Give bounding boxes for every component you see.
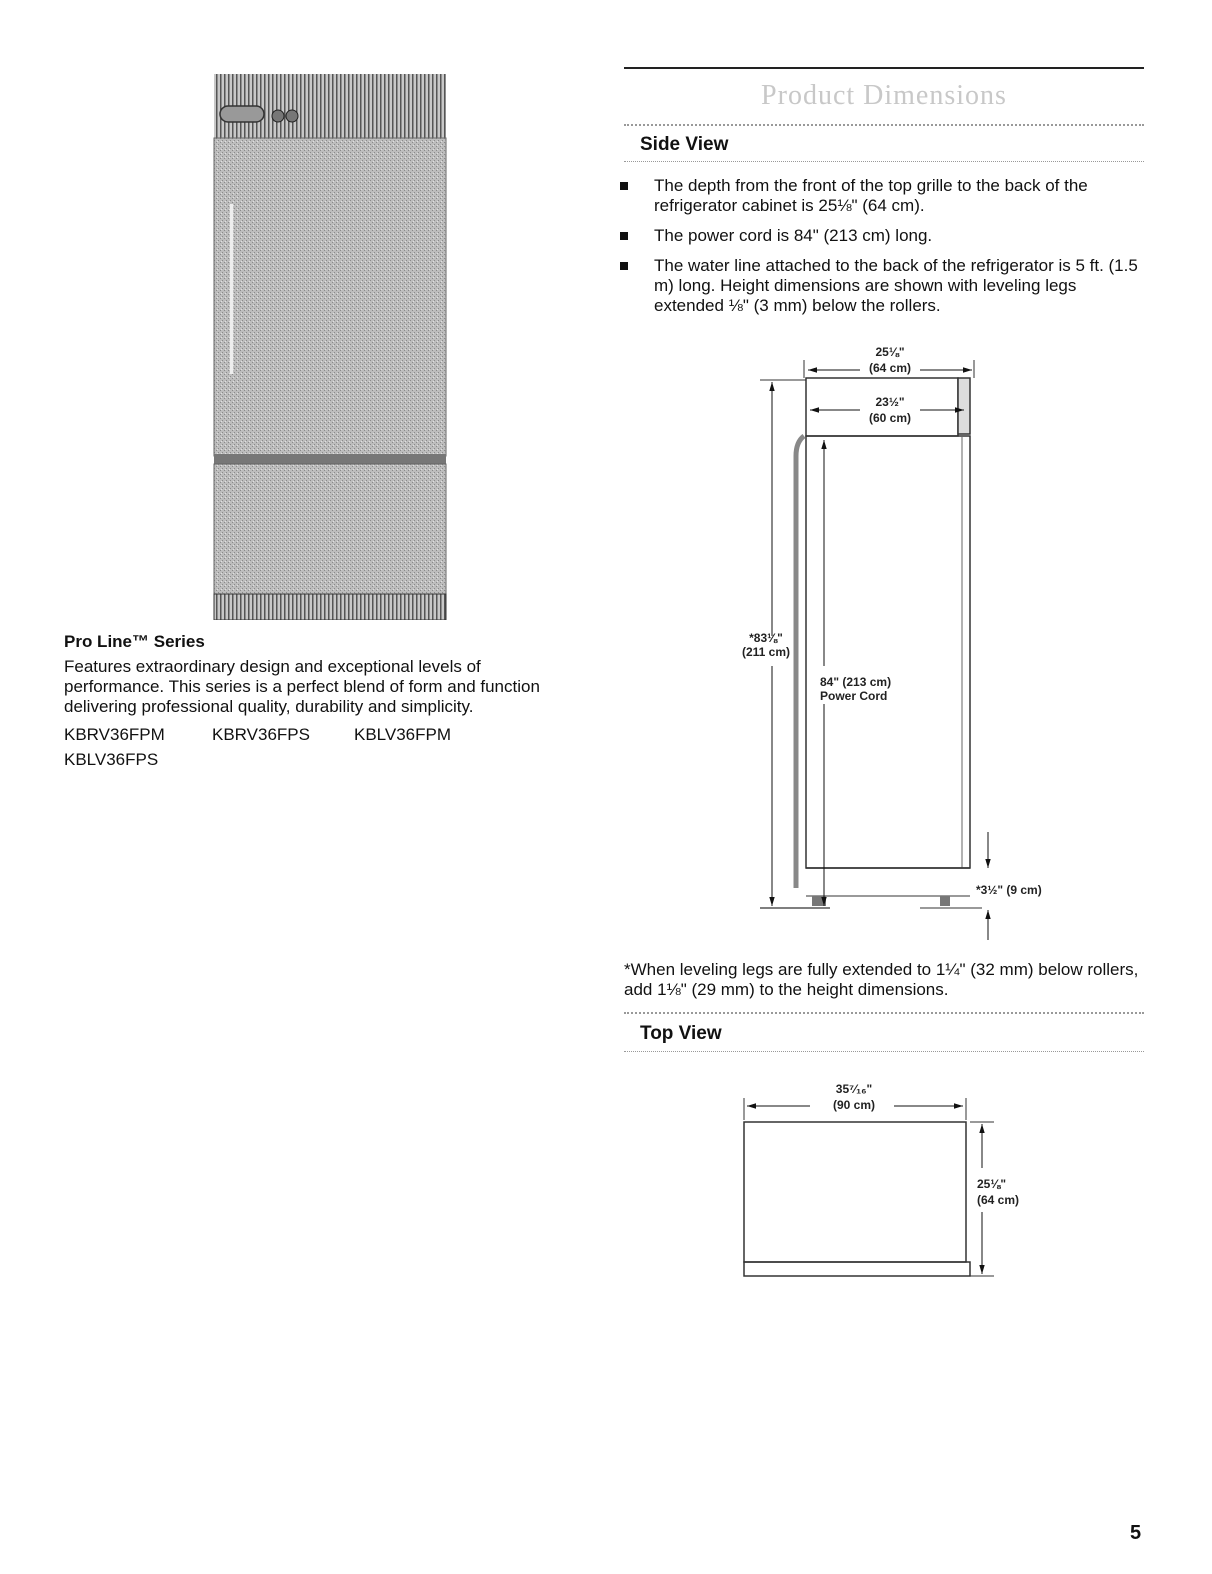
side-view-bullets [620,176,1144,326]
bullet-icon [620,182,628,190]
footnote: *When leveling legs are fully extended to 1¼" (32 mm) below rollers, add 1⅛" (29 mm) to the height dimensions. [624,960,1139,999]
section-title: Product Dimensions [761,80,1007,111]
height-cm-label: (211 cm) [741,645,791,659]
divider [624,161,1144,162]
model-number: KBRV36FPS [212,725,310,744]
model-list [64,725,451,745]
model-number: KBRV36FPM [64,725,165,744]
power-cord-label: Power Cord [820,689,888,703]
series-description: Features extraordinary design and exceptional levels of performance. This series is a perfect blend of form and function delivering professional quality, durability and simplicity. [64,657,540,716]
divider [624,124,1144,126]
divider [624,1051,1144,1052]
depth-total-label: 25⅛" [875,345,905,359]
side-view-heading: Side View [640,134,729,155]
height-label: *83⅛" [749,631,783,645]
model-number: KBLV36FPS [64,750,159,769]
depth-cabinet-label: 23½" [875,395,905,409]
toe-height-label: *3½" (9 cm) [976,883,1042,897]
model-number: KBLV36FPM [354,725,452,744]
divider [624,1012,1144,1014]
list-item: The water line attached to the back of the refrigerator is 5 ft. (1.5 m) long. Height dimensions are shown with leveling legs extended ⅛" (3 mm) below the rollers. [620,256,1144,316]
width-cm-label: (90 cm) [832,1098,876,1112]
top-depth-cm-label: (64 cm) [977,1193,1020,1207]
top-rule [624,67,1144,69]
depth-cabinet-cm-label: (60 cm) [868,411,912,425]
top-view-heading: Top View [640,1023,722,1044]
refrigerator-photo [212,74,448,620]
series-title: Pro Line™ Series [64,632,205,651]
list-item: The depth from the front of the top grille to the back of the refrigerator cabinet is 25⅛" (64 cm). [620,176,1144,216]
cord-length-label: 84" (213 cm) [820,675,892,689]
depth-total-cm-label: (64 cm) [868,361,912,375]
bullet-icon [620,232,628,240]
bullet-icon [620,262,628,270]
side-view-diagram [720,336,1080,946]
top-depth-label: 25⅛" [977,1177,1007,1191]
list-item: The power cord is 84" (213 cm) long. [620,226,1144,246]
top-view-diagram [730,1076,1050,1296]
page-number: 5 [1130,1522,1142,1544]
width-label: 35⁷⁄₁₆" [835,1082,873,1096]
